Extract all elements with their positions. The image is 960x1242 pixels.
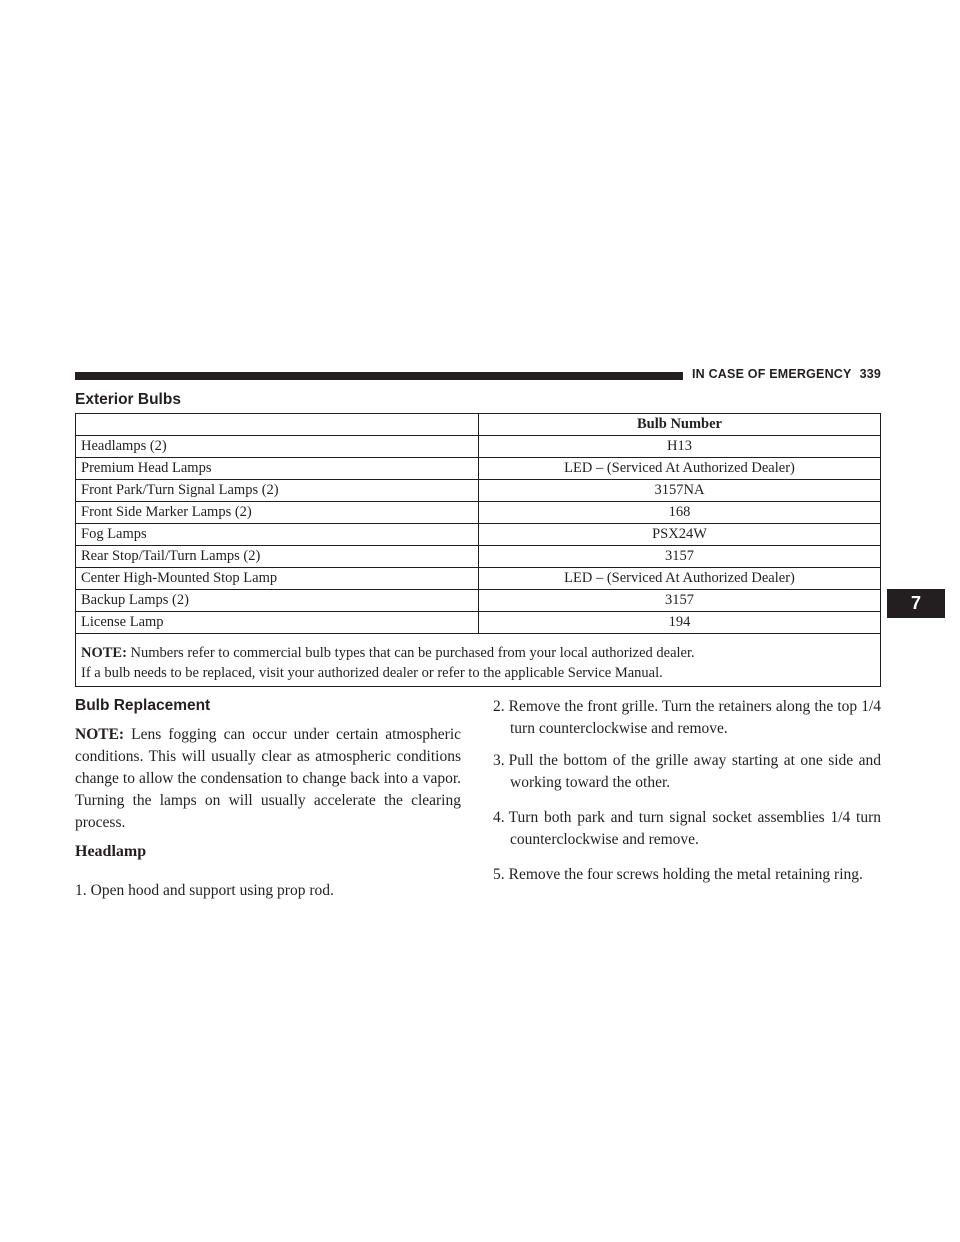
column-header-bulb-number: Bulb Number bbox=[479, 414, 881, 436]
table-row bbox=[76, 436, 881, 458]
replacement-note bbox=[75, 724, 461, 834]
chapter-tab: 7 bbox=[887, 589, 945, 618]
bulb-replacement-title: Bulb Replacement bbox=[75, 697, 211, 714]
lamp-cell: License Lamp bbox=[76, 612, 479, 634]
exterior-bulbs-title: Exterior Bulbs bbox=[75, 391, 181, 408]
bulb-cell: 168 bbox=[479, 502, 881, 524]
bulb-cell: H13 bbox=[479, 436, 881, 458]
table-note-row bbox=[76, 634, 881, 687]
step-text: Pull the bottom of the grille away starting at one side and working toward the other. bbox=[508, 752, 881, 791]
bulb-cell: LED – (Serviced At Authorized Dealer) bbox=[479, 458, 881, 480]
lamp-cell: Rear Stop/Tail/Turn Lamps (2) bbox=[76, 546, 479, 568]
table-row bbox=[76, 480, 881, 502]
lamp-cell: Center High-Mounted Stop Lamp bbox=[76, 568, 479, 590]
lamp-cell: Backup Lamps (2) bbox=[76, 590, 479, 612]
bulb-cell: PSX24W bbox=[479, 524, 881, 546]
step-text: Turn both park and turn signal socket assemblies 1/4 turn counterclockwise and remove. bbox=[508, 809, 881, 848]
bulb-cell: 3157NA bbox=[479, 480, 881, 502]
note-text: Lens fogging can occur under certain atmospheric conditions. This will usually clear as atmospheric conditions change to allow the condensation to change back into a vapor. Turning the lamps on will usually accelerate the clearing process. bbox=[75, 726, 461, 831]
table-row bbox=[76, 568, 881, 590]
step-number: 5. bbox=[493, 866, 505, 883]
table-row bbox=[76, 612, 881, 634]
bulb-cell: 194 bbox=[479, 612, 881, 634]
lamp-cell: Headlamps (2) bbox=[76, 436, 479, 458]
step-text: Open hood and support using prop rod. bbox=[90, 882, 334, 899]
lamp-cell: Front Side Marker Lamps (2) bbox=[76, 502, 479, 524]
exterior-bulbs-table bbox=[75, 413, 881, 687]
bulb-cell: 3157 bbox=[479, 590, 881, 612]
note-text: Numbers refer to commercial bulb types that can be purchased from your local authorized dealer. bbox=[126, 645, 695, 661]
note-text-2: If a bulb needs to be replaced, visit your authorized dealer or refer to the applicable Service Manual. bbox=[81, 665, 663, 681]
table-row bbox=[76, 502, 881, 524]
note-label: NOTE: bbox=[75, 726, 125, 743]
header-rule bbox=[75, 372, 683, 380]
table-row bbox=[76, 458, 881, 480]
step-text: Remove the four screws holding the metal retaining ring. bbox=[508, 866, 863, 883]
lamp-cell: Premium Head Lamps bbox=[76, 458, 479, 480]
step-text: Remove the front grille. Turn the retainers along the top 1/4 turn counterclockwise and remove. bbox=[508, 698, 881, 737]
section-name: IN CASE OF EMERGENCY bbox=[692, 367, 852, 381]
table-row bbox=[76, 590, 881, 612]
table-note bbox=[76, 634, 881, 687]
step-number: 4. bbox=[493, 809, 505, 826]
list-item bbox=[493, 750, 881, 793]
table-row bbox=[76, 546, 881, 568]
lamp-cell: Front Park/Turn Signal Lamps (2) bbox=[76, 480, 479, 502]
table-header-row bbox=[76, 414, 881, 436]
step-number: 1. bbox=[75, 882, 87, 899]
note-label: NOTE: bbox=[81, 645, 127, 661]
step-number: 3. bbox=[493, 752, 505, 769]
headlamp-subtitle: Headlamp bbox=[75, 843, 147, 860]
bulb-cell: LED – (Serviced At Authorized Dealer) bbox=[479, 568, 881, 590]
bulb-cell: 3157 bbox=[479, 546, 881, 568]
step-number: 2. bbox=[493, 698, 505, 715]
page-number: 339 bbox=[859, 367, 882, 381]
list-item bbox=[493, 696, 881, 739]
table-row bbox=[76, 524, 881, 546]
running-header bbox=[692, 367, 881, 381]
list-item bbox=[493, 864, 881, 886]
list-item bbox=[75, 880, 461, 902]
lamp-cell: Fog Lamps bbox=[76, 524, 479, 546]
column-header-lamp bbox=[76, 414, 479, 436]
list-item bbox=[493, 807, 881, 850]
